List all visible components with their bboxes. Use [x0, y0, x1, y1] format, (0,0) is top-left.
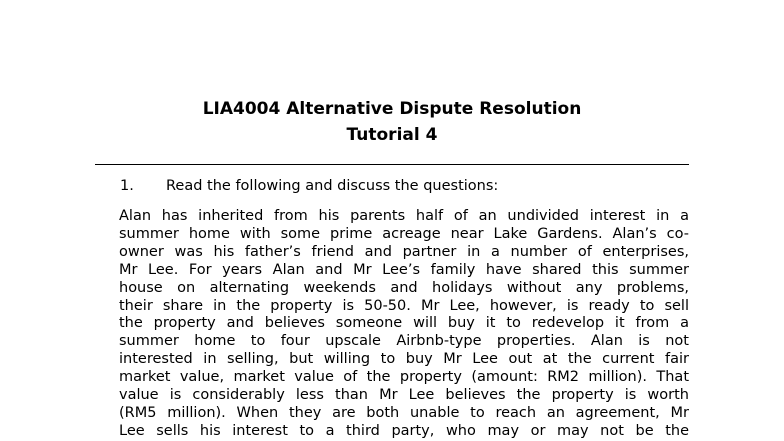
- passage-line: their share in the property is 50-50. Mr Lee, however, is ready to sell: [119, 297, 689, 314]
- passage-line: value is considerably less than Mr Lee believes the property is worth: [119, 387, 689, 404]
- passage-line: the property and believes someone will buy it to redevelop it from a: [119, 315, 689, 332]
- passage-line: interested in selling, but willing to buy Mr Lee out at the current fair: [119, 351, 689, 368]
- case-passage: [119, 208, 689, 441]
- passage-line: (RM5 million). When they are both unable to reach an agreement, Mr: [119, 404, 689, 421]
- passage-line: market value, market value of the property (amount: RM2 million). That: [119, 369, 689, 386]
- horizontal-rule: [95, 164, 689, 165]
- passage-line: Alan has inherited from his parents half of an undivided interest in a: [119, 208, 689, 224]
- passage-line: summer home to four upscale Airbnb-type properties. Alan is not: [119, 333, 689, 350]
- passage-line: Lee sells his interest to a third party, who may or may not be the: [119, 422, 689, 439]
- question-number: 1.: [120, 178, 134, 194]
- question-text: Read the following and discuss the questions:: [166, 178, 499, 194]
- document-title: [0, 96, 784, 148]
- course-title: LIA4004 Alternative Dispute Resolution: [202, 99, 582, 119]
- tutorial-title: Tutorial 4: [346, 125, 438, 145]
- passage-line: Mr Lee. For years Alan and Mr Lee’s family have shared this summer: [119, 261, 689, 278]
- passage-line: house on alternating weekends and holidays without any problems,: [119, 279, 689, 296]
- question-heading: [120, 177, 690, 195]
- passage-line: owner was his father’s friend and partner in a number of enterprises,: [119, 243, 689, 260]
- passage-line: summer home with some prime acreage near Lake Gardens. Alan’s co-: [119, 225, 689, 242]
